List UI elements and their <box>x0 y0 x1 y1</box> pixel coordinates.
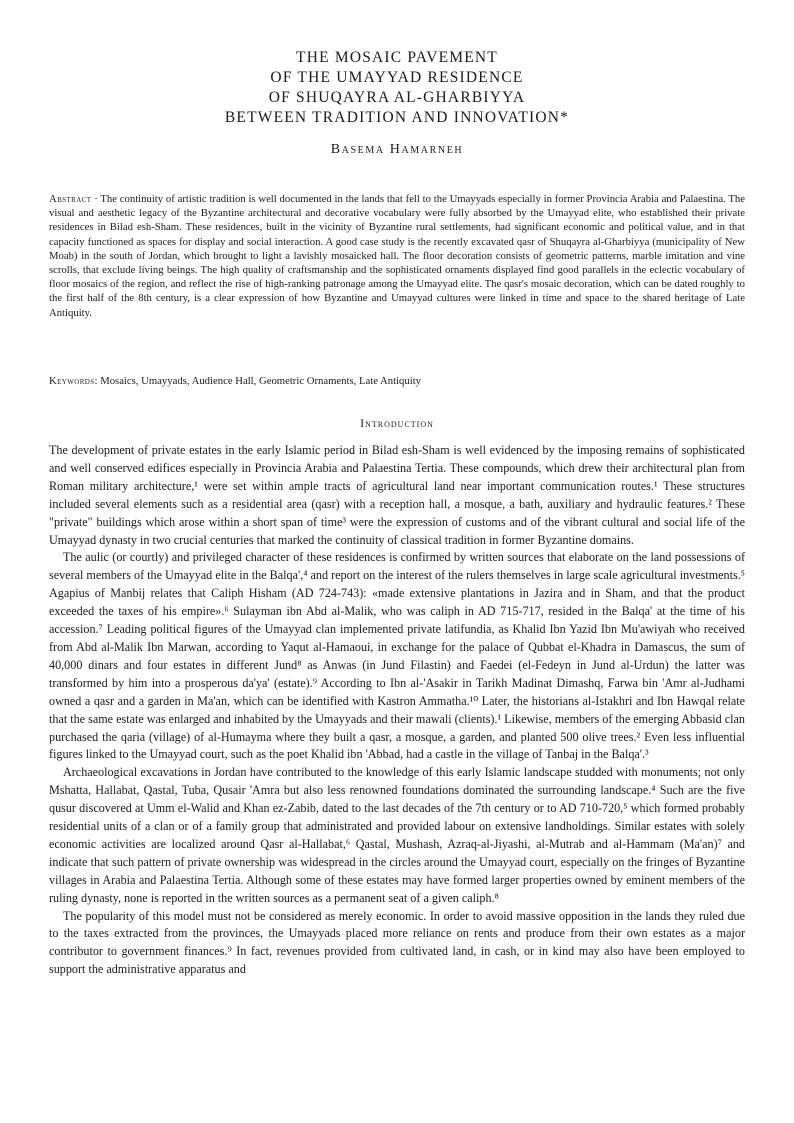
title-line: BETWEEN TRADITION AND INNOVATION* <box>224 109 570 126</box>
keywords-label: Keywords <box>49 375 95 387</box>
paragraph: The development of private estates in the early Islamic period in Bilad esh-Sham is well evidenced by the imposing remains of sophisticated and well conserved edifices especially in Provincia Arabia and Palaestina Tertia. These compounds, which drew their architectural plan from Roman military architecture,¹ were set within ample tracts of agricultural land near important communication routes.¹ These structures included several elements such as a residential area (qasr) with a reception hall, a mosque, a bath, auxiliary and hydraulic features.² These "private" buildings which arose within a short span of time³ were the expression of customs and of the vibrant cultural and social life of the Umayyad dynasty in two crucial centuries that marked the continuity of classical tradition in former Byzantine domains. <box>49 443 745 547</box>
title-line: OF SHUQAYRA AL-GHARBIYYA <box>268 89 526 106</box>
abstract-text: The continuity of artistic tradition is well documented in the lands that fell to the Umayyads especially in former Provincia Arabia and Palaestina. The visual and aesthetic legacy of the Byzantine architectural and decorative vocabulary were fully absorbed by the Umayyad elite, who established their private residences in Bilad esh-Sham. These residences, built in the vicinity of Byzantine rural settlements, had significant economic and political value, and in that capacity functioned as spaces for display and social interaction. A good case study is the recently excavated qasr of Shuqayra al-Gharbiyya (municipality of New Moab) in the south of Jordan, which brought to light a lavishly mosaicked hall. The floor decoration consists of geometric patterns, marble imitation and vine scrolls, that exclude living beings. The high quality of craftsmanship and the sophisticated ornaments displayed find good parallels in the eclectic vocabulary of floor mosaics of the region, and reflect the rise of high-ranking patronage among the Umayyad elite. The qasr's mosaic decoration, which can be dated roughly to the first half of the 8th century, is a clear expression of how Byzantine and Umayyad cultures were linked in time and space to the shared heritage of Late Antiquity. <box>49 193 745 319</box>
body-text <box>49 442 745 979</box>
title-line: THE MOSAIC PAVEMENT <box>296 49 498 66</box>
author-name: Basema Hamarneh <box>330 142 464 157</box>
paper-title <box>0 48 794 128</box>
paragraph: The aulic (or courtly) and privileged character of these residences is confirmed by written sources that elaborate on the land possessions of several members of the Umayyad elite in the Balqa',⁴ and report on the interest of the rulers themselves in large scale agricultural investments.⁵ Agapius of Manbij relates that Caliph Hisham (AD 724-743): «made extensive plantations in Jazira and in Sham, and that the product exceeded the taxes of his empire».⁶ Sulayman ibn Abd al-Malik, who was caliph in AD 715-717, resided in the Balqa' at the time of his accession.⁷ Leading political figures of the Umayyad clan implemented private latifundia, as Khalid Ibn Yazid Ibn Mu'awiyah who received from Abd al-Malik Ibn Marwan, according to Yaqut al-Hamaoui, in exchange for the palace of Qubbat el-Khadra in Damascus, the sum of 40,000 dinars and four estates in different Jund⁸ as Anwas (in Jund Filastin) and Faedei (el-Fedeyn in Jund al-Urdun) the latter was transformed by him into a prosperous da'ya' (estate).⁹ According to Ibn al-'Asakir in Tarikh Madinat Dimashq, Farwa bin 'Amr al-Judhami owned a qasr and a garden in Ma'an, which can be identified with Kastron Ammatha.¹⁰ Later, the historians al-Istakhri and Ibn Hawqal relate that the same estate was enlarged and inhabited by the Umayyads and their mawali (clients).¹ Likewise, members of the emerging Abbasid clan purchased the qaria (village) of al-Humayma where they built a qasr, a mosque, a garden, and planted 500 olive trees.² Even less influential figures linked to the Umayyad court, such as the poet Khalid ibn 'Abbad, had a castle in the village of Tanbaj in the Balqa'.³ <box>49 550 746 762</box>
title-line: OF THE UMAYYAD RESIDENCE <box>270 69 524 86</box>
keywords <box>49 374 745 388</box>
paragraph: Archaeological excavations in Jordan have contributed to the knowledge of this early Islamic landscape studded with monuments; not only Mshatta, Hallabat, Qastal, Tuba, Qusair 'Amra but also less renowned foundations dominated the surrounding landscape.⁴ Such are the five qusur discovered at Umm el-Walid and Khan ez-Zabib, dated to the last decades of the 7th century or to AD 710-720,⁵ which formed probably residential units of a clan or of a family group that administrated and provided labour on extensive landholdings. Similar estates with solely economic activities are localized around Qasr al-Hallabat,⁶ Qastal, Mushash, Azraq-al-Jiyashi, al-Mutrab and al-Hammam (Ma'an)⁷ and indicate that such pattern of private ownership was widespread in the circles around the Umayyad court, especially on the fringes of Byzantine villages in Arabia and Palaestina Tertia. Although some of these estates may have formed larger properties owned by eminent members of the ruling dynasty, none is reported in the written sources as a permanent seat of a given caliph.⁸ <box>49 765 745 905</box>
abstract-label: Abstract <box>49 193 92 205</box>
keywords-text: Mosaics, Umayyads, Audience Hall, Geometric Ornaments, Late Antiquity <box>100 375 422 387</box>
abstract <box>49 192 745 320</box>
paragraph: The popularity of this model must not be considered as merely economic. In order to avoid massive opposition in the lands they ruled due to the taxes extracted from the provinces, the Umayyads placed more reliance on rents and produce from their own estates as a major contributor to government finances.⁹ In fact, revenues provided from cultivated land, in cash, or in kind may also have been employed to support the administrative apparatus and <box>49 908 745 977</box>
section-heading: Introduction <box>360 416 434 430</box>
abstract-separator: · <box>91 193 101 205</box>
keywords-colon: : <box>94 375 101 387</box>
